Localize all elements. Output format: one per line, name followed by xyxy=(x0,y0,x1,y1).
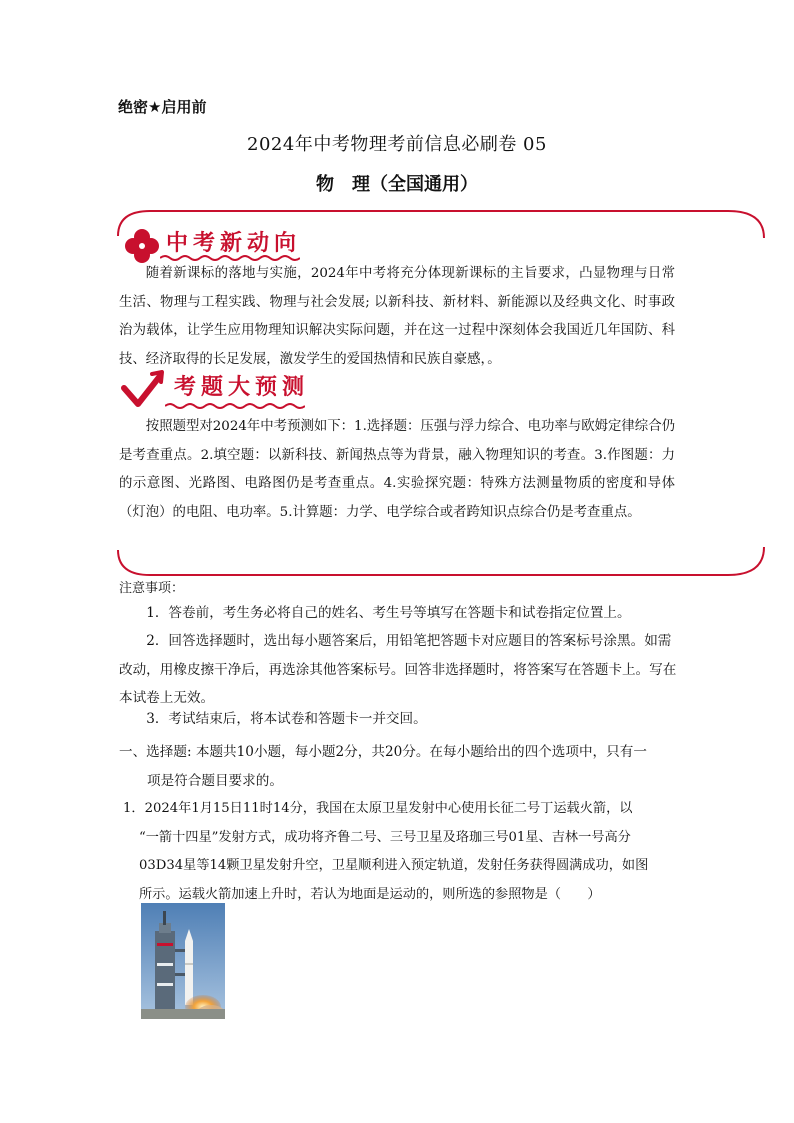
question-1-line-4: 所示。运载火箭加速上升时，若认为地面是运动的，则所选的参照物是（ ） xyxy=(139,886,601,902)
note-item-2: 2．回答选择题时，选出每小题答案后，用铅笔把答题卡对应题目的答案标号涂黑。如需改动，用橡皮擦干净后，再选涂其他答案标号。回答非选择题时，将答案写在答题卡上。写在本试卷上无效。 xyxy=(119,633,677,706)
check-arrow-icon xyxy=(120,370,166,410)
question-1 xyxy=(123,795,683,909)
section-choice-heading xyxy=(119,738,679,795)
section-line-1: 一、选择题: 本题共10小题，每小题2分，共20分。在每小题给出的四个选项中，只有一 xyxy=(119,744,647,760)
rocket-launch-photo xyxy=(141,903,225,1019)
question-1-line-2: “一箭十四星”发射方式，成功将齐鲁二号、三号卫星及珞珈三号01星、吉林一号高分 xyxy=(139,829,631,845)
notes-heading: 注意事项： xyxy=(119,581,185,596)
page-title: 2024年中考物理考前信息必刷卷 05 xyxy=(247,134,547,155)
note-item-1: 1．答卷前，考生务必将自己的姓名、考生号等填写在答题卡和试卷指定位置上。 xyxy=(146,605,631,621)
forecast-paragraph: 按照题型对2024年中考预测如下：1.选择题：压强与浮力综合、电功率与欧姆定律综合仍是考查重点。2.填空题：以新科技、新闻热点等为背景，融入物理知识的考查。3.作图题：力的示意图、光路图、电路图仍是考查重点。4.实验探究题：特殊方法测量物质的密度和导体（灯泡）的电阻、电功率。5.计算题：力学、电学综合或者跨知识点综合仍是考查重点。 xyxy=(119,419,675,520)
secret-mark: 绝密★启用前 xyxy=(118,98,207,116)
section-line-2: 项是符合题目要求的。 xyxy=(147,772,283,789)
forecast-banner-label: 考题大预测 xyxy=(174,375,310,400)
page-subtitle: 物 理（全国通用） xyxy=(316,174,478,195)
forecast-wave-underline xyxy=(165,402,305,410)
trend-paragraph: 随着新课标的落地与实施，2024年中考将充分体现新课标的主旨要求，凸显物理与日常生活、物理与工程实践、物理与社会发展; 以新科技、新材料、新能源以及经典文化、时事政治为载体，让学生应用物理知识解决实际问题，并在这一过程中深刻体会我国近几年国防、科技、经济取得的长足发展，激发学生的爱国热情和民族自豪感，。 xyxy=(119,266,675,367)
trend-banner-label: 中考新动向 xyxy=(166,231,302,256)
note-item-3: 3．考试结束后，将本试卷和答题卡一并交回。 xyxy=(146,711,427,727)
question-1-line-1: 1．2024年1月15日11时14分，我国在太原卫星发射中心使用长征二号丁运载火箭，以 xyxy=(123,801,633,816)
question-1-line-3: 03D34星等14颗卫星发射升空，卫星顺利进入预定轨道，发射任务获得圆满成功，如图 xyxy=(139,858,649,873)
